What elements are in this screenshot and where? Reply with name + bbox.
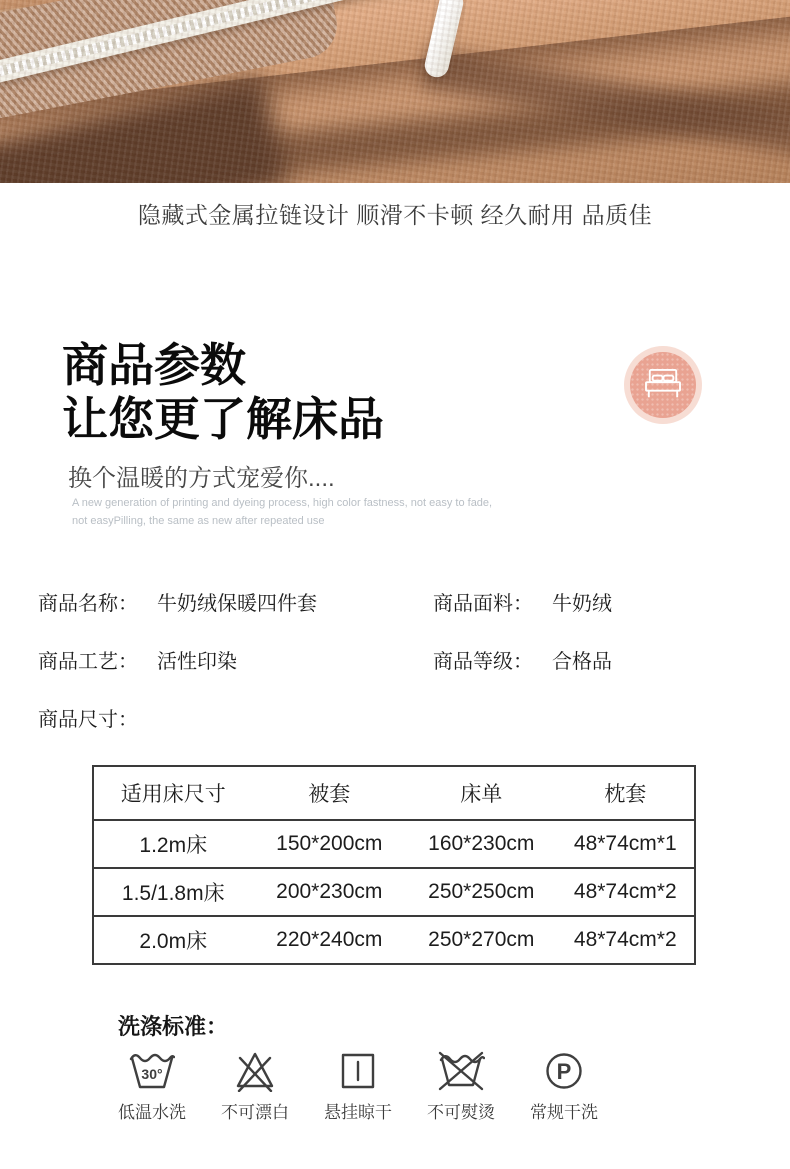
section-title-line1: 商品参数 (62, 339, 246, 391)
bed-badge (624, 346, 702, 424)
wash-item-label: 常规干洗 (530, 1103, 598, 1122)
fleece-texture-overlay (0, 0, 790, 183)
info-row (38, 645, 752, 674)
field-craft (38, 645, 433, 674)
wash-item-low-temp (102, 1050, 202, 1123)
dry-clean-icon (541, 1050, 587, 1092)
cell: 48*74cm*2 (557, 868, 695, 916)
no-bleach-icon (232, 1050, 278, 1092)
cell: 200*230cm (253, 868, 407, 916)
cell: 250*250cm (406, 868, 557, 916)
cell: 1.5/1.8m床 (93, 868, 253, 916)
bed-badge-core (630, 352, 696, 418)
field-label: 商品面料： (433, 593, 533, 615)
table-header-row (93, 766, 695, 820)
wash-item-hang-dry (308, 1050, 408, 1123)
wash-item-no-bleach (205, 1050, 305, 1123)
field-label: 商品工艺： (38, 651, 138, 673)
field-label: 商品尺寸： (38, 709, 138, 731)
table-row (93, 820, 695, 868)
dry-clean-letter: P (556, 1059, 572, 1084)
field-fabric (433, 587, 612, 616)
cell: 150*200cm (276, 832, 383, 855)
col-header-pillowcase: 枕套 (557, 766, 695, 820)
table-row (93, 916, 695, 964)
wash-temp-text: 30° (141, 1066, 163, 1082)
section-subtitle: 换个温暖的方式宠爱你.... (68, 465, 335, 492)
photo-caption: 隐藏式金属拉链设计 顺滑不卡顿 经久耐用 品质佳 (137, 202, 653, 228)
wash-30-icon (129, 1050, 175, 1092)
wash-item-no-iron (411, 1050, 511, 1123)
field-product-name (38, 587, 433, 616)
field-value: 牛奶绒保暖四件套 (157, 593, 317, 615)
field-label: 商品等级： (433, 651, 533, 673)
field-value: 牛奶绒 (552, 593, 612, 615)
field-label: 商品名称： (38, 593, 138, 615)
size-table (92, 765, 696, 965)
field-grade (433, 645, 612, 674)
section-title-line2: 让您更了解床品 (62, 393, 384, 445)
cell: 48*74cm*1 (573, 832, 677, 855)
product-info (38, 587, 752, 761)
col-header-duvet-cover: 被套 (253, 766, 407, 820)
cell: 250*270cm (406, 916, 557, 964)
table-row (93, 868, 695, 916)
washing-standards-title: 洗涤标准： (118, 1014, 229, 1039)
wash-item-label: 不可漂白 (221, 1103, 289, 1122)
wash-item-label: 悬挂晾干 (324, 1103, 392, 1122)
cell: 2.0m床 (93, 916, 253, 964)
english-note (72, 494, 492, 530)
info-row (38, 703, 752, 732)
cell: 1.2m床 (139, 834, 208, 857)
col-header-sheet: 床单 (406, 766, 557, 820)
no-iron-icon (437, 1050, 485, 1092)
cell: 48*74cm*2 (557, 916, 695, 964)
cell: 220*240cm (253, 916, 407, 964)
col-header-bed-size: 适用床尺寸 (93, 766, 253, 820)
english-note-line2: not easyPilling, the same as new after repeated use (72, 515, 325, 527)
cell: 160*230cm (428, 832, 535, 855)
wash-item-label: 不可熨烫 (427, 1103, 495, 1122)
field-value: 活性印染 (157, 651, 237, 673)
field-value: 合格品 (552, 651, 612, 673)
washing-icons-row (102, 1050, 614, 1123)
product-photo (0, 0, 790, 183)
wash-item-label: 低温水洗 (118, 1103, 186, 1122)
english-note-line1: A new generation of printing and dyeing process, high color fastness, not easy to fade, (72, 497, 493, 509)
field-size (38, 703, 433, 732)
info-row (38, 587, 752, 616)
section-title (62, 338, 384, 446)
bed-icon (642, 368, 684, 402)
hang-dry-icon (335, 1050, 381, 1092)
wash-item-dry-clean (514, 1050, 614, 1123)
